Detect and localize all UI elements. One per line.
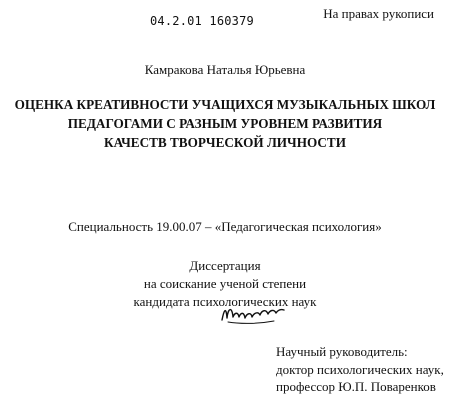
dissertation-title [0, 95, 450, 152]
specialty-line: Специальность 19.00.07 – «Педагогическая психология» [68, 219, 382, 234]
archive-stamp-number: 04.2.01 160379 [150, 14, 254, 28]
title-line-2: ПЕДАГОГАМИ С РАЗНЫМ УРОВНЕМ РАЗВИТИЯ [67, 116, 383, 131]
degree-purpose: на соискание ученой степени [143, 276, 307, 291]
title-line-3: КАЧЕСТВ ТВОРЧЕСКОЙ ЛИЧНОСТИ [104, 135, 346, 150]
title-line-1: ОЦЕНКА КРЕАТИВНОСТИ УЧАЩИХСЯ МУЗЫКАЛЬНЫХ ШКОЛ [14, 97, 436, 112]
advisor-name: профессор Ю.П. Поваренков [276, 379, 436, 394]
advisor-label: Научный руководитель: [276, 344, 408, 359]
handwritten-signature [218, 300, 288, 328]
scientific-advisor-block [276, 343, 444, 396]
advisor-degree: доктор психологических наук, [276, 361, 444, 377]
author-name: Камракова Наталья Юрьевна [144, 62, 306, 77]
dissertation-label: Диссертация [189, 258, 261, 273]
rights-notice: На правах рукописи [323, 6, 434, 21]
degree-name: кандидата психологических наук [133, 294, 317, 309]
